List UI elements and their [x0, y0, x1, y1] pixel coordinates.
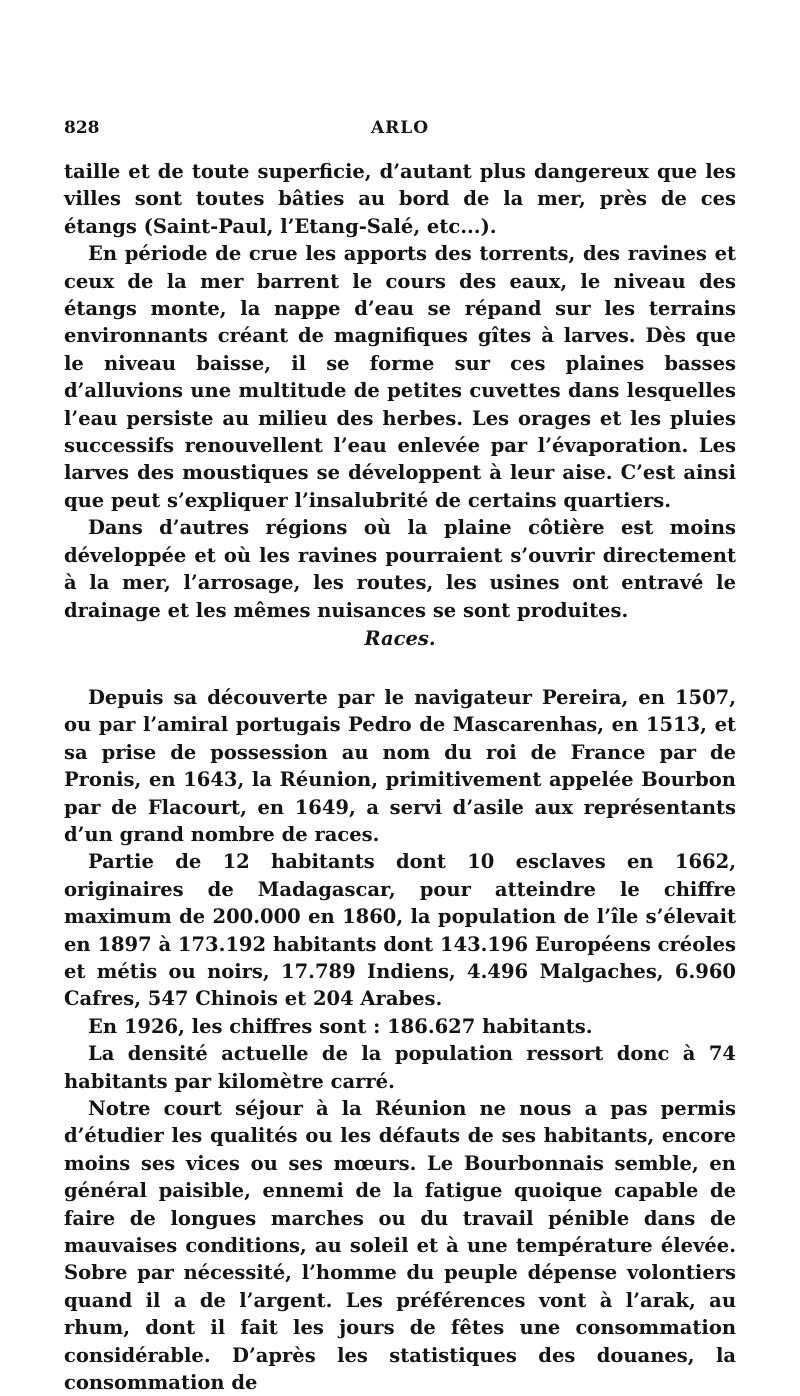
body-text [64, 158, 736, 1396]
running-title: ARLO [370, 118, 430, 138]
paragraph-density: La densité actuelle de la population ressort donc à 74 habitants par kilomètre carré. [64, 1042, 736, 1093]
section-heading-races: Races. [364, 626, 436, 650]
paragraph-population-1897: Partie de 12 habitants dont 10 esclaves en 1662, originaires de Madagascar, pour atteindre le chiffre maximum de 200.000 en 1860, la population de l’île s’élevait en 1897 à 173.192 habitants dont 143.196 Européens créoles et métis ou noirs, 17.789 Indiens, 4.496 Malgaches, 6.960 Cafres, 547 Chinois et 204 Arabes. [64, 850, 736, 1011]
running-head [64, 118, 736, 144]
paragraph-flood-period: En période de crue les apports des torrents, des ravines et ceux de la mer barrent le cours des eaux, le niveau des étangs monte, la nappe d’eau se répand sur les terrains environnants créant de magnifiques gîtes à larves. Dès que le niveau baisse, il se forme sur ces plaines basses d’alluvions une multitude de petites cuvettes dans lesquelles l’eau persiste au milieu des herbes. Les orages et les pluies successifs renouvellent l’eau enlevée par l’évaporation. Les larves des moustiques se développent à leur aise. C’est ainsi que peut s’expliquer l’insalubrité de certains quartiers. [64, 242, 736, 512]
paragraph-other-regions: Dans d’autres régions où la plaine côtière est moins développée et où les ravines pourraient s’ouvrir directement à la mer, l’arrosage, les routes, les usines ont entravé le drainage et les mêmes nuisances se sont produites. [64, 516, 736, 622]
paragraph-continuation: taille et de toute superficie, d’autant plus dangereux que les villes sont toutes bâties au bord de la mer, près de ces étangs (Saint-Paul, l’Etang-Salé, etc...). [64, 160, 736, 238]
paragraph-history: Depuis sa découverte par le navigateur Pereira, en 1507, ou par l’amiral portugais Pedro de Mascarenhas, en 1513, et sa prise de possession au nom du roi de France par de Pronis, en 1643, la Réunion, primitivement appelée Bourbon par de Flacourt, en 1649, a servi d’asile aux représentants d’un grand nombre de races. [64, 685, 736, 846]
paragraph-inhabitants: Notre court séjour à la Réunion ne nous a pas permis d’étudier les qualités ou les défauts de ses habitants, encore moins ses vices ou ses mœurs. Le Bourbonnais semble, en général paisible, ennemi de la fatigue quoique capable de faire de longues marches ou du travail pénible dans de mauvaises conditions, au soleil et à une température élevée. Sobre par nécessité, l’homme du peuple dépense volontiers quand il a de l’argent. Les préférences vont à l’arak, au rhum, dont il fait les jours de fêtes une consommation considérable. D’après les statistiques des douanes, la consommation de [64, 1097, 736, 1395]
paragraph-population-1926: En 1926, les chiffres sont : 186.627 habitants. [88, 1014, 593, 1038]
page-number: 828 [64, 118, 100, 138]
